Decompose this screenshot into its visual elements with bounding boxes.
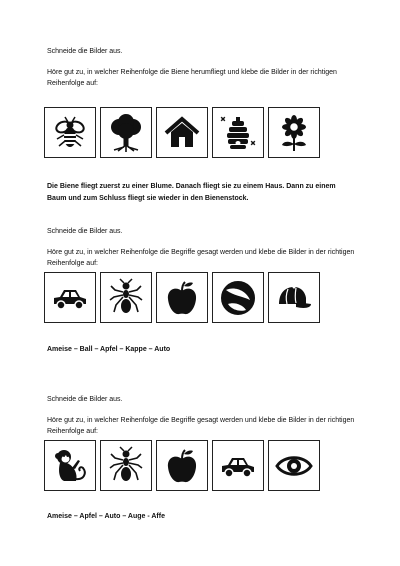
- tree-icon: [106, 113, 146, 153]
- monkey-card[interactable]: [44, 440, 96, 491]
- car-icon: [218, 446, 258, 486]
- flower-icon: [274, 113, 314, 153]
- picture-strip-1: [44, 107, 324, 158]
- bee-card[interactable]: [44, 107, 96, 158]
- bee-icon: [50, 113, 90, 153]
- ball-icon: [218, 278, 258, 318]
- cut-instruction: Schneide die Bilder aus.: [47, 48, 123, 55]
- answer-text-3: Ameise – Apfel – Auto – Auge - Affe: [47, 513, 165, 520]
- listen-instruction: Höre gut zu, in welcher Reihenfolge die Begriffe gesagt werden und klebe die Bilder in der richtigen Reihenfolge auf:: [47, 417, 355, 435]
- house-card[interactable]: [156, 107, 208, 158]
- answer-text-1: Die Biene fliegt zuerst zu einer Blume. Danach fliegt sie zu einem Haus. Dann zu einem Baum und zum Schluss fliegt sie wieder in den Bienenstock.: [47, 183, 336, 202]
- house-icon: [162, 113, 202, 153]
- picture-strip-3: [44, 440, 324, 491]
- apple-card[interactable]: [156, 272, 208, 323]
- cut-instruction: Schneide die Bilder aus.: [47, 228, 123, 235]
- cap-card[interactable]: [268, 272, 320, 323]
- cut-instruction: Schneide die Bilder aus.: [47, 396, 123, 403]
- listen-instruction: Höre gut zu, in welcher Reihenfolge die Begriffe gesagt werden und klebe die Bilder in der richtigen Reihenfolge auf:: [47, 249, 355, 267]
- flower-card[interactable]: [268, 107, 320, 158]
- beehive-card[interactable]: [212, 107, 264, 158]
- ball-card[interactable]: [212, 272, 264, 323]
- car-icon: [50, 278, 90, 318]
- eye-card[interactable]: [268, 440, 320, 491]
- answer-text-2: Ameise – Ball – Apfel – Kappe – Auto: [47, 346, 171, 353]
- apple-icon: [162, 446, 202, 486]
- ant-card[interactable]: [100, 272, 152, 323]
- ant-icon: [106, 446, 146, 486]
- car-card[interactable]: [212, 440, 264, 491]
- eye-icon: [274, 446, 314, 486]
- section-1-text: [47, 46, 357, 89]
- tree-card[interactable]: [100, 107, 152, 158]
- apple-card[interactable]: [156, 440, 208, 491]
- apple-icon: [162, 278, 202, 318]
- section-2-text: [47, 226, 357, 269]
- section-3-text: [47, 394, 357, 437]
- ant-icon: [106, 278, 146, 318]
- beehive-icon: [218, 113, 258, 153]
- picture-strip-2: [44, 272, 324, 323]
- car-card[interactable]: [44, 272, 96, 323]
- monkey-icon: [50, 446, 90, 486]
- cap-icon: [274, 278, 314, 318]
- ant-card[interactable]: [100, 440, 152, 491]
- listen-instruction: Höre gut zu, in welcher Reihenfolge die Biene herumfliegt und klebe die Bilder in der richtigen Reihenfolge auf:: [47, 69, 337, 87]
